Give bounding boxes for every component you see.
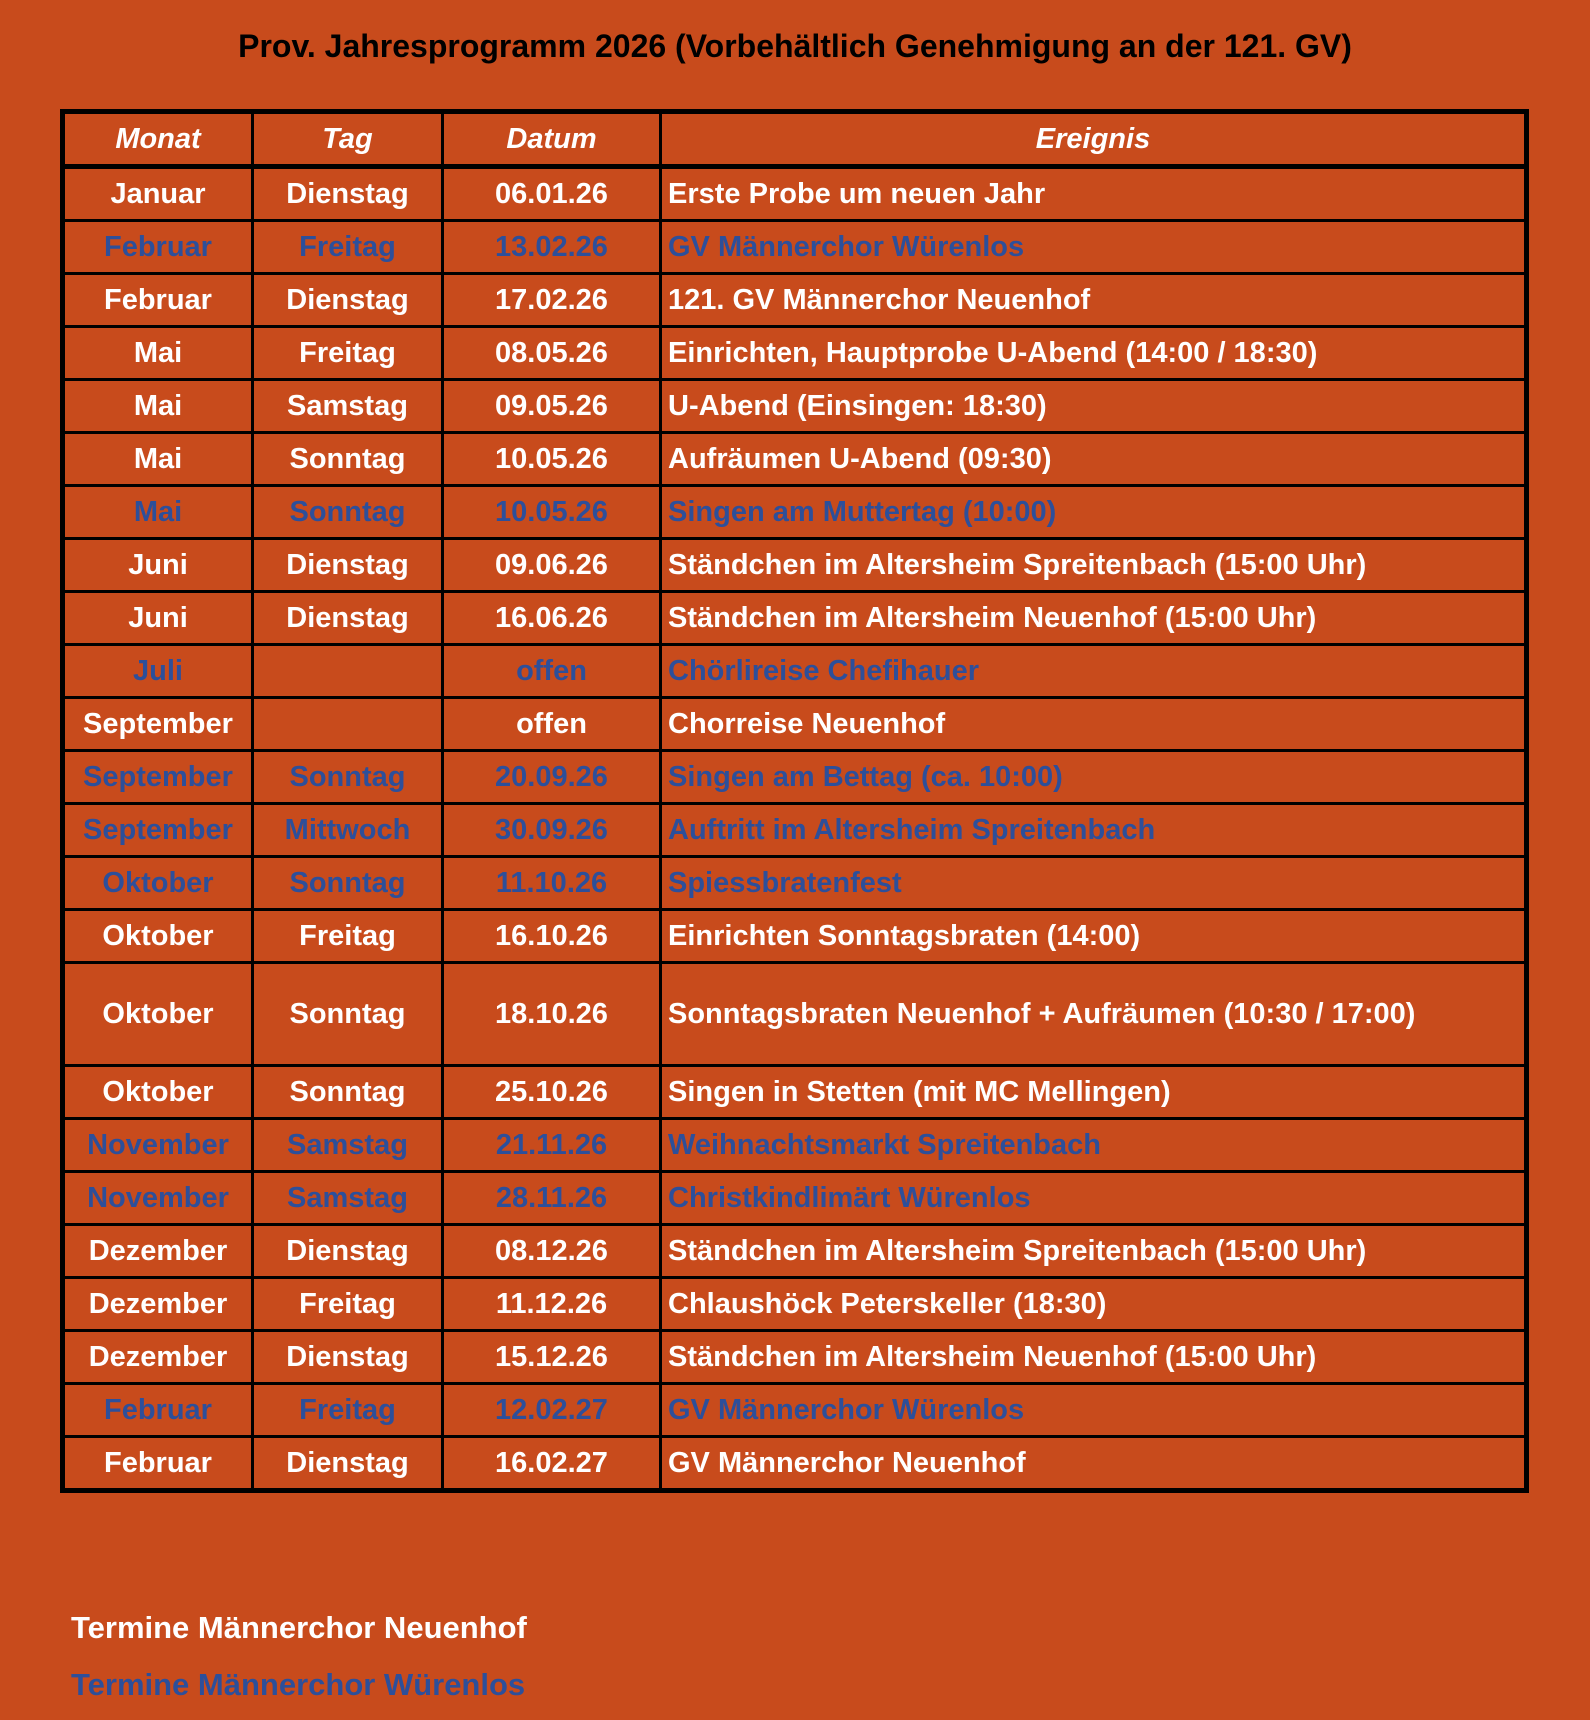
cell-date: 11.12.26 (443, 1278, 661, 1331)
cell-event: Ständchen im Altersheim Spreitenbach (15:00 Uhr) (661, 539, 1527, 592)
cell-event: Einrichten Sonntagsbraten (14:00) (661, 910, 1527, 963)
cell-month: Oktober (63, 857, 253, 910)
header-day: Tag (253, 112, 443, 167)
cell-event: Chlaushöck Peterskeller (18:30) (661, 1278, 1527, 1331)
cell-day: Freitag (253, 1278, 443, 1331)
cell-month: Mai (63, 327, 253, 380)
cell-day: Samstag (253, 380, 443, 433)
table-row (63, 380, 1527, 433)
cell-day: Sonntag (253, 857, 443, 910)
table-row (63, 645, 1527, 698)
cell-date: 12.02.27 (443, 1384, 661, 1437)
cell-date: 25.10.26 (443, 1066, 661, 1119)
cell-day: Sonntag (253, 486, 443, 539)
header-row (63, 112, 1527, 167)
cell-month: Mai (63, 380, 253, 433)
cell-day: Mittwoch (253, 804, 443, 857)
cell-event: Christkindlimärt Würenlos (661, 1172, 1527, 1225)
cell-day: Freitag (253, 1384, 443, 1437)
cell-day: Sonntag (253, 751, 443, 804)
cell-month: Oktober (63, 1066, 253, 1119)
cell-month: Februar (63, 221, 253, 274)
cell-month: Februar (63, 1437, 253, 1491)
table-row (63, 433, 1527, 486)
cell-event: Singen am Bettag (ca. 10:00) (661, 751, 1527, 804)
cell-month: Mai (63, 433, 253, 486)
cell-month: Juni (63, 539, 253, 592)
cell-date: 08.12.26 (443, 1225, 661, 1278)
cell-day: Freitag (253, 327, 443, 380)
table-row (63, 1119, 1527, 1172)
cell-date: 28.11.26 (443, 1172, 661, 1225)
cell-day: Dienstag (253, 1331, 443, 1384)
cell-month: November (63, 1172, 253, 1225)
program-table (60, 109, 1529, 1493)
cell-day: Sonntag (253, 1066, 443, 1119)
cell-event: Spiessbratenfest (661, 857, 1527, 910)
cell-day: Sonntag (253, 433, 443, 486)
table-row (63, 1278, 1527, 1331)
cell-day: Dienstag (253, 539, 443, 592)
cell-day: Dienstag (253, 592, 443, 645)
cell-event: Aufräumen U-Abend (09:30) (661, 433, 1527, 486)
cell-day: Dienstag (253, 1437, 443, 1491)
table-row (63, 486, 1527, 539)
cell-month: Juni (63, 592, 253, 645)
cell-month: Juli (63, 645, 253, 698)
table-row (63, 1384, 1527, 1437)
cell-event: GV Männerchor Würenlos (661, 221, 1527, 274)
cell-date: 16.02.27 (443, 1437, 661, 1491)
cell-date: offen (443, 698, 661, 751)
table-row (63, 1172, 1527, 1225)
cell-month: September (63, 804, 253, 857)
cell-event: Singen in Stetten (mit MC Mellingen) (661, 1066, 1527, 1119)
cell-month: Mai (63, 486, 253, 539)
table-row (63, 698, 1527, 751)
cell-month: Dezember (63, 1225, 253, 1278)
table-row (63, 857, 1527, 910)
table-header (63, 112, 1527, 167)
cell-day: Freitag (253, 910, 443, 963)
table-row (63, 1066, 1527, 1119)
cell-day: Freitag (253, 221, 443, 274)
cell-date: 09.06.26 (443, 539, 661, 592)
cell-day: Sonntag (253, 963, 443, 1066)
cell-event: U-Abend (Einsingen: 18:30) (661, 380, 1527, 433)
cell-event: Auftritt im Altersheim Spreitenbach (661, 804, 1527, 857)
cell-event: Sonntagsbraten Neuenhof + Aufräumen (10:30 / 17:00) (661, 963, 1527, 1066)
cell-event: Chörlireise Chefihauer (661, 645, 1527, 698)
table-row (63, 592, 1527, 645)
cell-day: Dienstag (253, 167, 443, 221)
cell-date: 15.12.26 (443, 1331, 661, 1384)
legend-wuerenlos: Termine Männerchor Würenlos (71, 1667, 526, 1702)
cell-day: Samstag (253, 1172, 443, 1225)
cell-date: 11.10.26 (443, 857, 661, 910)
cell-month: Dezember (63, 1278, 253, 1331)
cell-month: Dezember (63, 1331, 253, 1384)
header-event: Ereignis (661, 112, 1527, 167)
header-month: Monat (63, 112, 253, 167)
cell-day: Dienstag (253, 1225, 443, 1278)
table-row (63, 1331, 1527, 1384)
cell-date: offen (443, 645, 661, 698)
table-row (63, 1225, 1527, 1278)
header-date: Datum (443, 112, 661, 167)
cell-date: 10.05.26 (443, 486, 661, 539)
cell-date: 06.01.26 (443, 167, 661, 221)
cell-month: Oktober (63, 963, 253, 1066)
cell-event: GV Männerchor Würenlos (661, 1384, 1527, 1437)
cell-month: September (63, 698, 253, 751)
cell-day (253, 645, 443, 698)
cell-event: 121. GV Männerchor Neuenhof (661, 274, 1527, 327)
cell-date: 09.05.26 (443, 380, 661, 433)
cell-date: 21.11.26 (443, 1119, 661, 1172)
cell-date: 20.09.26 (443, 751, 661, 804)
cell-day (253, 698, 443, 751)
cell-month: Februar (63, 274, 253, 327)
table-row (63, 910, 1527, 963)
cell-event: GV Männerchor Neuenhof (661, 1437, 1527, 1491)
table-row (63, 1437, 1527, 1491)
cell-date: 17.02.26 (443, 274, 661, 327)
cell-event: Ständchen im Altersheim Neuenhof (15:00 Uhr) (661, 592, 1527, 645)
page-title: Prov. Jahresprogramm 2026 (Vorbehältlich Genehmigung an der 121. GV) (238, 28, 1352, 64)
cell-event: Einrichten, Hauptprobe U-Abend (14:00 / 18:30) (661, 327, 1527, 380)
cell-date: 18.10.26 (443, 963, 661, 1066)
cell-month: November (63, 1119, 253, 1172)
cell-event: Chorreise Neuenhof (661, 698, 1527, 751)
table-row (63, 804, 1527, 857)
table-row (63, 167, 1527, 221)
cell-day: Samstag (253, 1119, 443, 1172)
table-body (63, 167, 1527, 1491)
cell-month: Februar (63, 1384, 253, 1437)
table-row (63, 751, 1527, 804)
cell-date: 10.05.26 (443, 433, 661, 486)
cell-event: Weihnachtsmarkt Spreitenbach (661, 1119, 1527, 1172)
cell-event: Ständchen im Altersheim Neuenhof (15:00 Uhr) (661, 1331, 1527, 1384)
cell-date: 08.05.26 (443, 327, 661, 380)
cell-date: 16.06.26 (443, 592, 661, 645)
table-row (63, 221, 1527, 274)
cell-month: Januar (63, 167, 253, 221)
cell-day: Dienstag (253, 274, 443, 327)
cell-date: 30.09.26 (443, 804, 661, 857)
cell-event: Erste Probe um neuen Jahr (661, 167, 1527, 221)
table-row (63, 539, 1527, 592)
table-row (63, 963, 1527, 1066)
cell-date: 13.02.26 (443, 221, 661, 274)
table-row (63, 274, 1527, 327)
cell-month: Oktober (63, 910, 253, 963)
table-row (63, 327, 1527, 380)
cell-date: 16.10.26 (443, 910, 661, 963)
legend-neuenhof: Termine Männerchor Neuenhof (71, 1610, 527, 1645)
cell-event: Ständchen im Altersheim Spreitenbach (15:00 Uhr) (661, 1225, 1527, 1278)
cell-month: September (63, 751, 253, 804)
cell-event: Singen am Muttertag (10:00) (661, 486, 1527, 539)
